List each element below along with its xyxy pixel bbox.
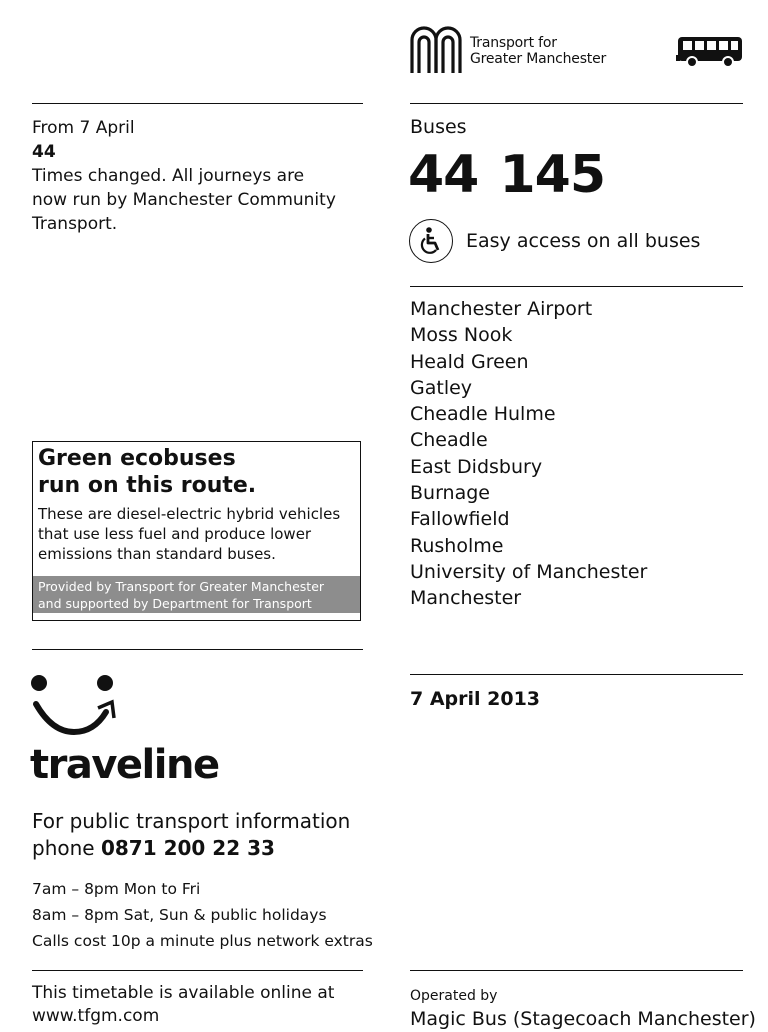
stop-item: Heald Green [410,350,529,373]
divider [410,103,743,104]
divider [410,286,743,287]
traveline-info [32,808,350,862]
eco-credit-band [33,576,360,613]
stop-item: Gatley [410,376,473,399]
stop-item: Rusholme [410,534,504,557]
phone-number: 0871 200 22 33 [100,836,275,860]
bus-icon [676,35,744,69]
website-link[interactable]: www.tfgm.com [32,1006,160,1026]
eco-body-line2: that use less fuel and produce lower [38,525,312,543]
stop-item: Fallowfield [410,508,510,531]
eco-description [38,504,356,564]
easy-access-row [409,218,700,264]
stop-item: Manchester [410,587,522,610]
route-numbers: 44 145 [408,145,606,205]
traveline-phone-line [32,835,350,862]
traveline-smile-logo-icon [30,672,120,738]
notice-text-line1: Times changed. All journeys are [32,166,305,186]
notice-text-line3: Transport. [32,214,118,234]
eco-credit-line1: Provided by Transport for Greater Manchester [38,579,325,594]
stop-item: Moss Nook [410,324,513,347]
stop-item: East Didsbury [410,455,543,478]
notice-text-line2: now run by Manchester Community [32,190,336,210]
stop-item: University of Manchester [410,560,648,583]
divider [410,674,743,675]
route-stops-list [410,296,647,612]
eco-title-line2: run on this route. [38,473,257,498]
call-cost: Calls cost 10p a minute plus network extras [32,932,373,950]
hours-weekday: 7am – 8pm Mon to Fri [32,880,201,898]
wheelchair-icon [409,219,453,263]
notice-date: From 7 April [32,118,135,138]
eco-body-line1: These are diesel-electric hybrid vehicles [38,505,341,523]
traveline-hours [32,876,373,954]
eco-credit-line2: and supported by Department for Transport [38,596,312,611]
green-ecobuses-panel [32,441,361,621]
eco-title-line1: Green ecobuses [38,446,236,471]
tfgm-org-name [470,35,606,67]
notice-route: 44 [32,142,56,162]
traveline-info-line1: For public transport information [32,809,351,833]
traveline-wordmark: traveline [30,742,219,788]
stop-item: Cheadle [410,429,488,452]
hours-weekend: 8am – 8pm Sat, Sun & public holidays [32,906,327,924]
phone-prefix: phone [32,836,101,860]
online-availability [32,982,334,1028]
easy-access-label: Easy access on all buses [466,230,701,252]
stop-item: Cheadle Hulme [410,403,556,426]
org-name-line2: Greater Manchester [470,51,607,67]
divider [32,649,363,650]
org-name-line1: Transport for [470,35,557,51]
divider [32,103,363,104]
eco-body-line3: emissions than standard buses. [38,545,276,563]
tfgm-m-logo-icon [410,26,462,74]
eco-title [38,445,256,499]
stop-item: Manchester Airport [410,298,593,320]
divider [32,970,363,971]
stop-item: Burnage [410,482,490,505]
operator-name: Magic Bus (Stagecoach Manchester) [410,1008,756,1030]
divider [410,970,743,971]
timetable-change-notice [32,116,362,236]
buses-label: Buses [410,116,467,138]
online-line1: This timetable is available online at [32,983,335,1003]
operator-label: Operated by [410,988,498,1004]
effective-date: 7 April 2013 [410,688,541,710]
